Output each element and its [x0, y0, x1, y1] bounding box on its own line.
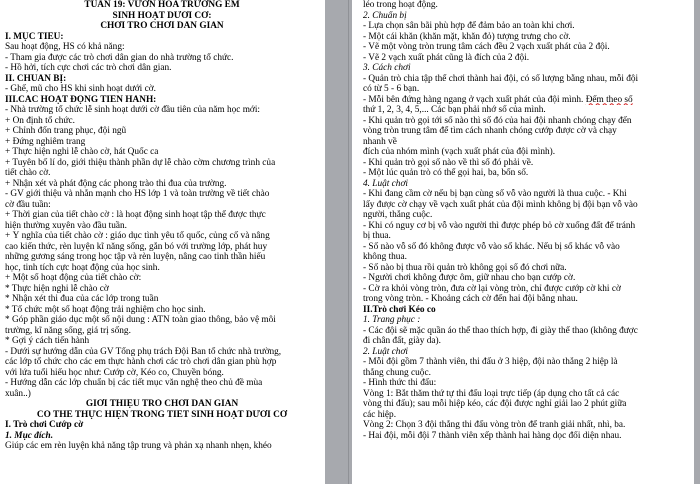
- text-line: không thua.: [363, 252, 407, 262]
- text-line: - Số nào vỗ số đó không được vỗ vào số khác. Nếu bị số khác vỗ vào: [363, 241, 620, 252]
- text-line: + Ý nghĩa của tiết chào cờ : giáo dục tình yêu tổ quốc, củng cố và nâng: [5, 231, 270, 241]
- text-line: vòng thi đấu); sau mỗi hiệp kéo, các đội được nghỉ giải lao 2 phút giữa: [363, 399, 627, 409]
- text-line: Sau hoạt động, HS có khả năng:: [5, 42, 125, 52]
- text-line: + Ổn định tổ chức.: [5, 115, 75, 126]
- text-line: - Lựa chọn sân bãi phù hợp để đảm bảo an toàn khi chơi.: [363, 21, 575, 31]
- text-line: trong vòng tròn. - Khoảng cách cờ đến hai đội bằng nhau.: [363, 294, 578, 304]
- text-line: + Một số hoạt động của tiết chào cờ:: [5, 273, 142, 283]
- text-line: CÓ THỂ THỰC HIỆN TRONG TIẾT SINH HOẠT DƯỚI CỜ: [36, 409, 288, 420]
- text-line: TUẦN 19: VƯỜN HOA TRƯỜNG EM: [84, 0, 240, 10]
- text-line: - Mỗi đội gồm 7 thành viên, thi đấu ở 3 hiệp, đội nào thắng 2 hiệp là: [363, 357, 618, 367]
- text-line: thắng chung cuộc.: [363, 367, 431, 378]
- text-line: - Vẽ 2 vạch xuất phát cũng là đích của 2 đội.: [363, 52, 530, 63]
- text-line: - Một cái khăn (khăn mặt, khăn đỏ) tượng trưng cho cờ.: [363, 31, 571, 42]
- text-line: II.Trò chơi Kéo co: [363, 304, 436, 315]
- text-line: xuân..): [5, 388, 31, 399]
- text-line: - Một lúc quản trò có thể gọi hai, ba, bốn số.: [363, 168, 529, 178]
- text-line: 3. Cách chơi: [363, 63, 411, 73]
- text-line: bị thua.: [363, 231, 391, 241]
- text-line: + Thực hiện nghi lễ chào cờ, hát Quốc ca: [5, 147, 159, 157]
- text-line: GIỚI THIỆU TRÒ CHƠI DÂN GIAN: [85, 399, 239, 409]
- text-line: III.CÁC HOẠT ĐỘNG TIẾN HÀNH:: [5, 94, 157, 105]
- text-line: CHƠI TRÒ CHƠI DÂN GIAN: [100, 21, 224, 31]
- text-line: - GV giới thiệu và nhắn mạnh cho HS lớp 1 và toàn trường về tiết chào: [5, 189, 270, 199]
- text-line: trường, kĩ năng sống, giá trị sống.: [5, 325, 131, 336]
- text-line: + Đứng nghiêm trang: [5, 136, 86, 147]
- text-line: I. MỤC TIÊU:: [5, 31, 64, 42]
- text-line: * Thực hiện nghi lễ chào cờ: [5, 283, 109, 294]
- text-line: - Quản trò chia tập thể chơi thành hai đội, có số lượng bằng nhau, mỗi đội: [363, 73, 639, 84]
- text-line: 2. Chuẩn bị: [363, 10, 407, 21]
- text-line: [363, 95, 688, 106]
- text-line: Vòng 2: Chọn 3 đội thắng thi đấu vòng tròn để tranh giải nhất, nhì, ba.: [363, 420, 626, 430]
- text-line: học, tinh tích cực hoạt động của học sinh.: [5, 262, 160, 273]
- text-line: - Hình thức thi đấu:: [363, 378, 437, 388]
- spellcheck-underline: Đếm theo số: [585, 94, 633, 105]
- text-line: - Ghế, mũ cho HS khi sinh hoạt dưới cờ.: [5, 84, 156, 94]
- text-line: + Chỉnh đốn trang phục, đội ngũ: [5, 126, 127, 136]
- page-divider: [348, 0, 349, 484]
- text-line: * Góp phần giáo dục một số nội dung : ATN toàn giao thông, bảo vệ môi: [5, 315, 276, 325]
- text-line: lấy được cờ chạy về vạch xuất phát của đội mình không bị đội bạn vỗ vào: [363, 199, 638, 210]
- text-line: có từ 5 - 6 bạn.: [363, 84, 420, 94]
- text-line: - Số nào bị thua rồi quản trò không gọi số đó chơi nữa.: [363, 262, 567, 273]
- text-line: với lứa tuổi hiếu học như: Cướp cờ, Kéo co, Chuyền bóng.: [5, 367, 224, 378]
- text-run: - Mỗi bên đứng hàng ngang ở vạch xuất phát của đội mình.: [363, 94, 586, 105]
- text-line: * Tổ chức một số hoạt động trải nghiệm cho học sinh.: [5, 304, 206, 315]
- text-line: Vòng 1: Bắt thăm thứ tự thi đấu loại trực tiếp (áp dụng cho tất cả các: [363, 388, 620, 399]
- text-line: Giúp các em rèn luyện khả năng tập trung và phản xạ nhanh nhẹn, khéo: [5, 441, 272, 451]
- text-line: - Hồ hởi, tích cực chơi các trò chơi dân gian.: [5, 63, 172, 73]
- text-line: các hiệp.: [363, 409, 397, 420]
- document-page-left: [0, 0, 325, 484]
- text-line: những gương sáng trong học tập và rèn luyện, nâng cao tinh thần hiếu: [5, 252, 266, 262]
- text-line: đi chân đất, giày da).: [363, 336, 441, 346]
- text-line: - Dưới sự hướng dẫn của GV Tổng phụ trách Đội Ban tổ chức nhà trường,: [5, 346, 282, 357]
- text-line: đích của nhóm mình (vạch xuất phát của đội mình).: [363, 147, 556, 157]
- text-line: - Khi quản trò gọi số nào về thì số đó phải về.: [363, 157, 534, 168]
- text-line: léo trong hoạt động.: [363, 0, 438, 10]
- text-line: thứ 1, 2, 3, 4, 5,... Các bạn phải nhớ số của mình.: [363, 105, 546, 115]
- text-line: - Hướng dẫn các lớp chuẩn bị các tiết mục văn nghệ theo chủ đề mùa: [5, 378, 263, 388]
- text-line: - Tham gia được các trò chơi dân gian do nhà trường tổ chức.: [5, 52, 234, 63]
- text-line: - Cờ ra khỏi vòng tròn, đưa cờ lại vòng tròn, chỉ được cướp cờ khi cờ: [363, 283, 621, 294]
- text-line: cao kiến thức, rèn luyện kĩ năng sống, gắn bó với trường lớp, phát huy: [5, 241, 268, 252]
- text-line: hiện thường xuyên vào đầu tuần.: [5, 220, 128, 231]
- text-line: - Khi đang cầm cờ nếu bị bạn cùng số vỗ vào người là thua cuộc. - Khi: [363, 189, 627, 199]
- text-line: + Thời gian của tiết chào cờ : là hoạt động sinh hoạt tập thể được thực: [5, 210, 266, 220]
- text-line: * Nhận xét thi đua của các lớp trong tuần: [5, 294, 159, 304]
- text-line: + Nhận xét và phát động các phong trào thi đua của trường.: [5, 178, 227, 189]
- text-line: 2. Luật chơi: [363, 346, 408, 357]
- text-line: tiết chào cờ.: [5, 168, 51, 178]
- text-line: các lớp tổ chức cho các em thực hành chơi các trò chơi dân gian phù hợp: [5, 357, 277, 367]
- text-line: 1. Trang phục :: [363, 315, 421, 325]
- text-line: + Tuyên bố lí do, giới thiệu thành phần dự lễ chào cờm chương trình của: [5, 157, 276, 168]
- text-line: I. Trò chơi Cướp cờ: [5, 420, 84, 430]
- text-line: vòng tròn trung tâm để tìm cách nhanh chóng cướp được cờ và chạy: [363, 126, 617, 136]
- text-line: - Các đội sẽ mặc quần áo thể thao thích hợp, đi giày thể thao (không được: [363, 325, 638, 336]
- text-line: - Người chơi không được ôm, giữ nhau cho bạn cướp cờ.: [363, 273, 576, 283]
- text-line: - Hai đội, mỗi đội 7 thành viên xếp thành hai hàng dọc đối diện nhau.: [363, 430, 622, 441]
- text-line: 1. Mục đích.: [5, 430, 54, 441]
- text-line: - Nhà trường tổ chức lễ sinh hoạt dưới cờ đầu tiên của năm học mới:: [5, 105, 261, 115]
- text-line: - Khi có nguy cơ bị vỗ vào người thì được phép bỏ cờ xuống đất để tránh: [363, 220, 636, 231]
- text-line: - Vẽ một vòng tròn trung tâm cách đều 2 vạch xuất phát của 2 đội.: [363, 42, 610, 52]
- document-page-right: [352, 0, 694, 484]
- text-line: * Gợi ý cách tiến hành: [5, 336, 90, 346]
- text-line: cờ đầu tuần:: [5, 199, 51, 210]
- text-line: - Khi quản trò gọi tới số nào thì số đó của hai đội nhanh chóng chạy đến: [363, 115, 632, 126]
- text-line: SINH HOẠT DƯỚI CỜ:: [112, 10, 212, 21]
- text-line: 4. Luật chơi: [363, 178, 408, 189]
- text-line: người, thắng cuộc.: [363, 210, 433, 220]
- text-line: nhanh về: [363, 136, 397, 147]
- text-line: II. CHUẨN BỊ:: [5, 73, 67, 84]
